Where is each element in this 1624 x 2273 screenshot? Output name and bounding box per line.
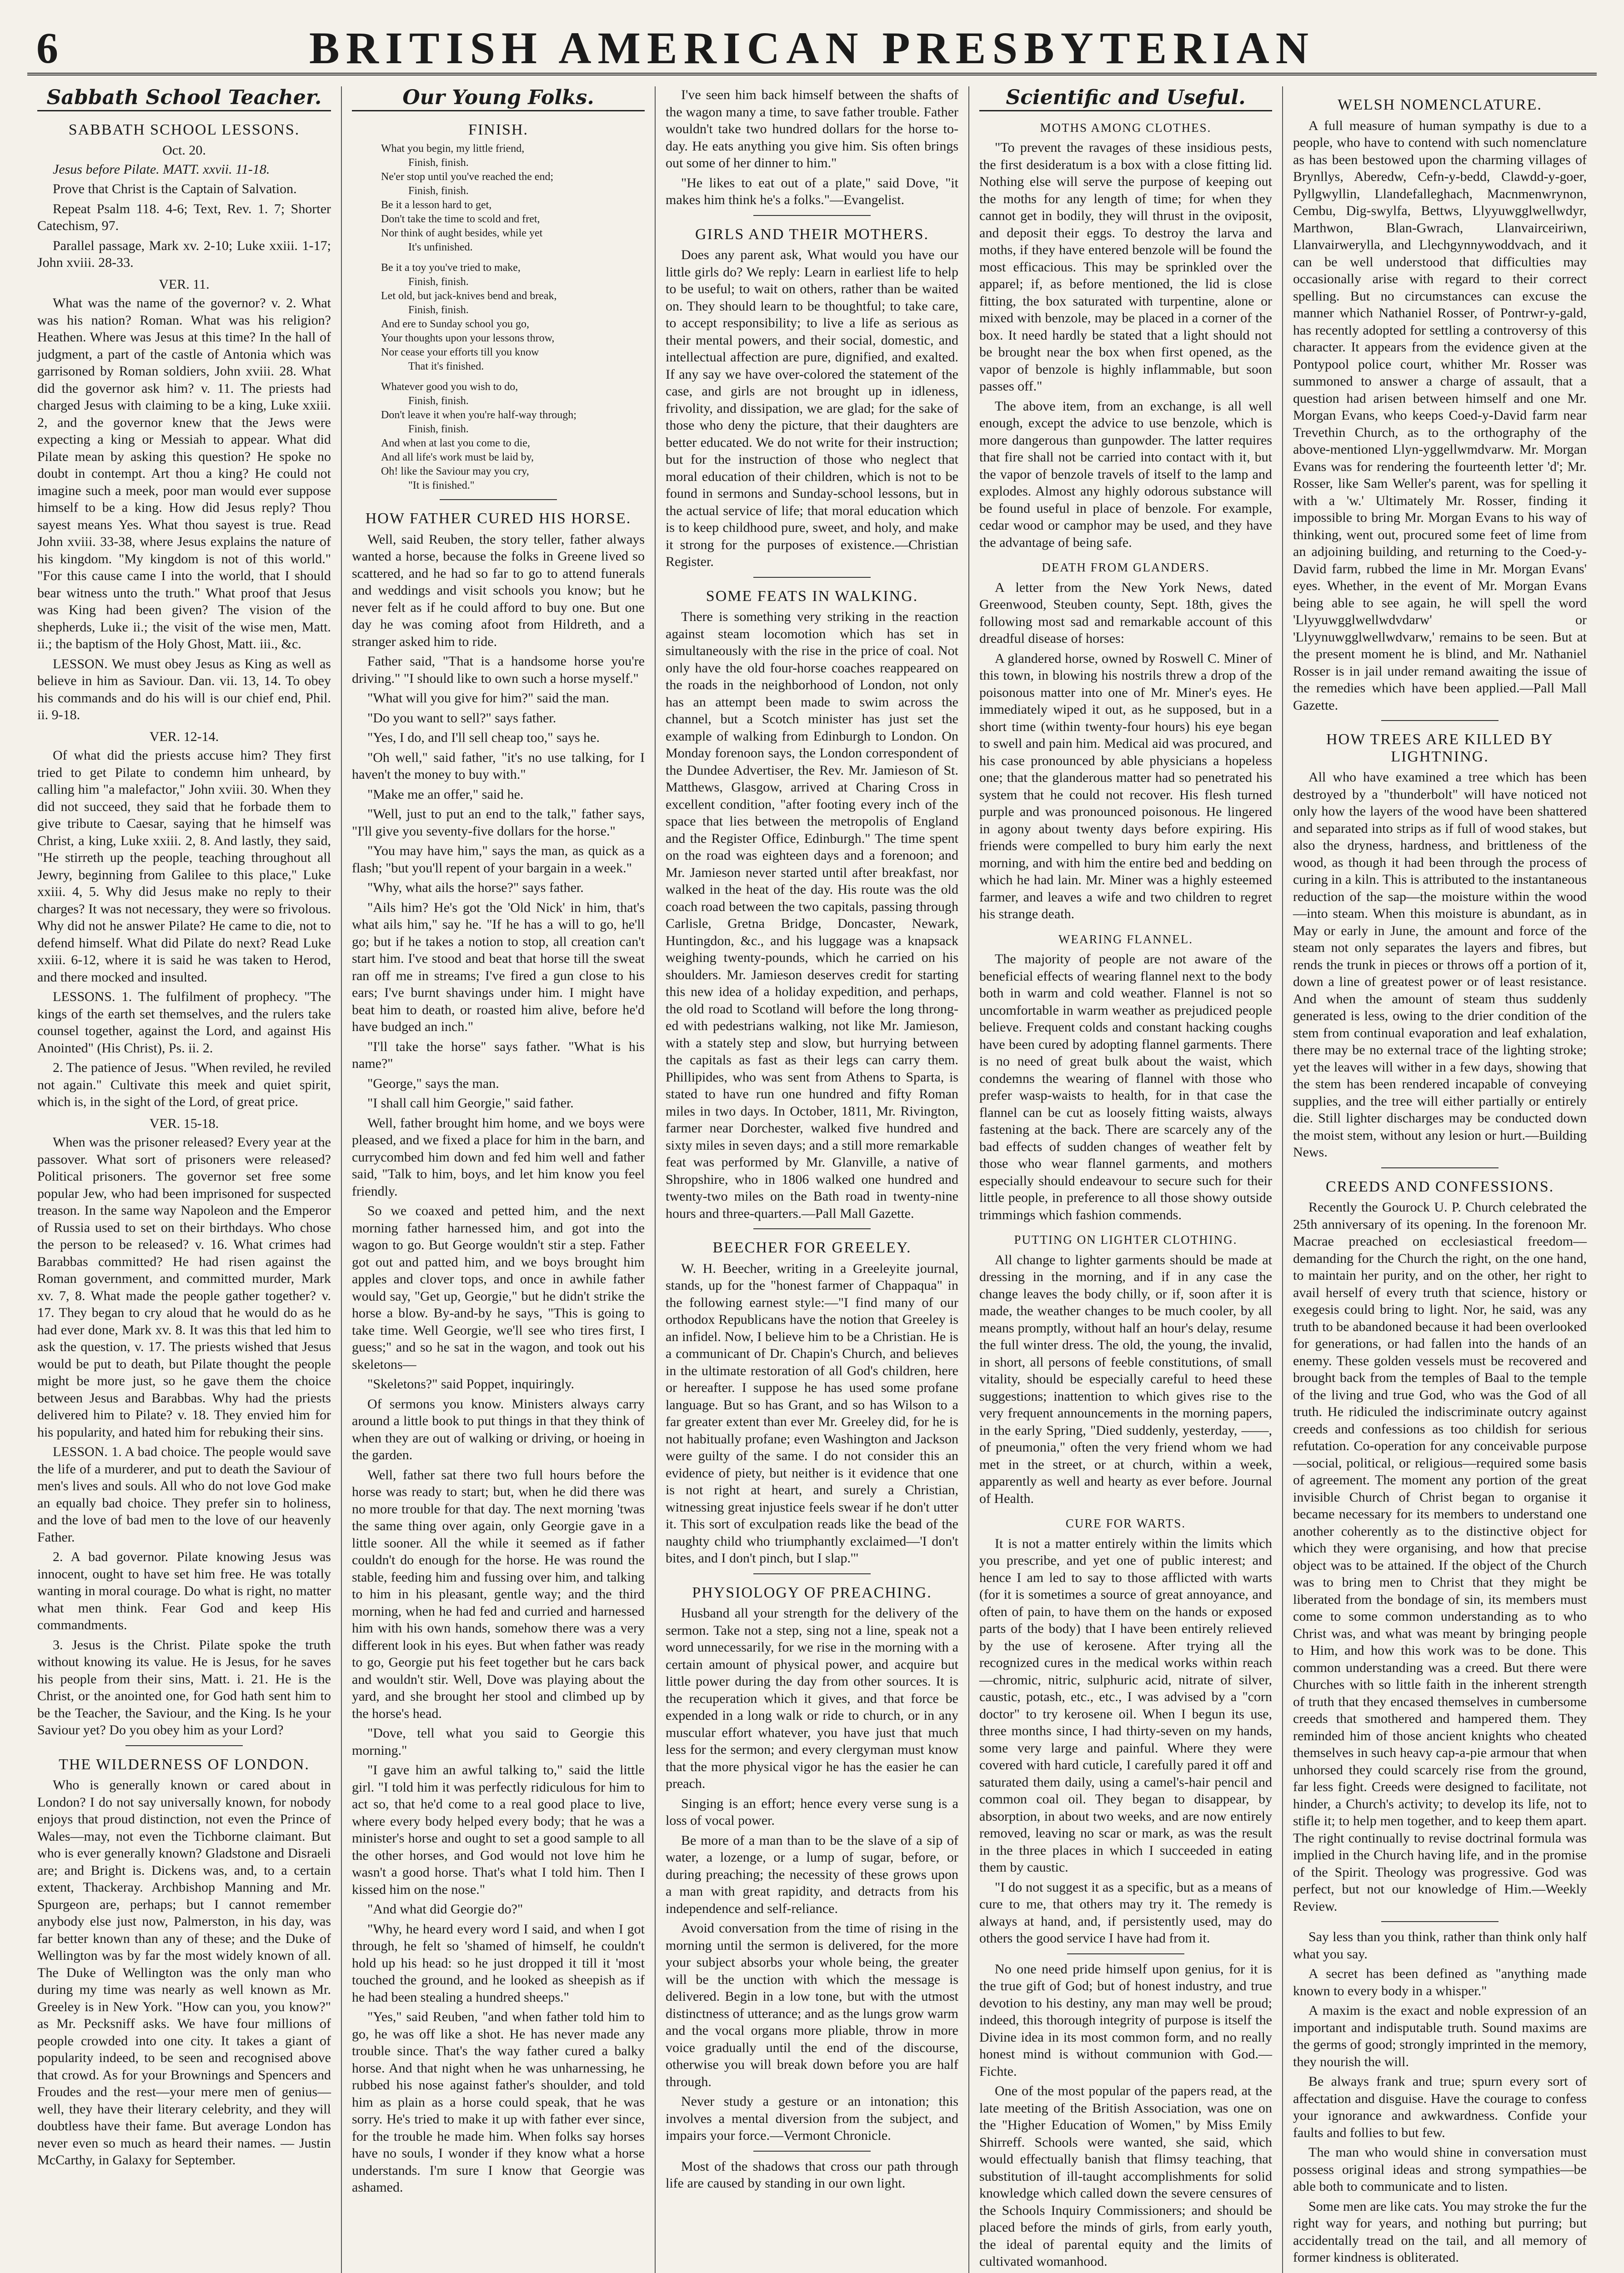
- article-title: DEATH FROM GLANDERS.: [1042, 561, 1210, 574]
- column-1: [27, 86, 342, 2273]
- article-title: PUTTING ON LIGHTER CLOTHING.: [1014, 1233, 1238, 1247]
- paragraph: Well, father sat there two full hours before the horse was ready to start; but, when he did there was no more trouble for that day. The next morning 'twas the same thing over again, only Georgie gave in a little sooner. All the while it seemed as if father couldn't do enough for the horse. He was round the stable, feeding him and fussing over him, and talking to him in his pleasant, gentle way; and the third morning, when he had fed and curried and harnessed him with his own hands, somehow there was a very different look in his eyes. But when father was ready to go, Georgie put his feet together but he cars back and wouldn't stir. Well, Dove was playing about the yard, and she brought her stool and climbed up by the horse's head.: [352, 1467, 645, 1721]
- paragraph: All who have examined a tree which has been destroyed by a "thunderbolt" will have noticed not only how the layers of the wood have been shattered and separated into strips as if full of wood stakes, but also the dryness, hardness, and brittleness of the wood, as though it had been through the process of curing in a kiln. This is attributed to the instantaneous reduction of the sap—the moisture within the wood—into steam. When this moisture is abundant, as in May or early in June, the amount and force of the steam not only separates the layers and fibres, but rends the trunk in pieces or throws off a portion of it, down a line of greatest power or of least resistance. And when the amount of steam thus suddenly generated is less, owing to the drier condition of the stem from continual evaporation and leaf exhalation, there may be no external trace of the lighting stroke; yet the leaves will wither in a few days, showing that the stem has been rendered incapable of conveying supplies, and the tree will either partially or entirely die. Still lighter discharges may be conducted down the moist stem, without any lesion or hurt.—Building News.: [1293, 770, 1587, 1160]
- poem-line: Nor cease your efforts till you know: [381, 346, 539, 358]
- paragraph: "I do not suggest it as a specific, but as a means of cure to me, that others may try it. The remedy is always at hand, and, if persistently used, may do others the good service I have had from it.: [979, 1879, 1272, 1946]
- paragraph: 2. The patience of Jesus. "When reviled, he reviled not again." Cultivate this meek and quiet spirit, which is, in the sight of the Lord, of great price.: [37, 1060, 331, 1109]
- paragraph: Well, said Reuben, the story teller, father always wanted a horse, because the folks in Greene lived so scattered, and he had so far to go to attend funerals and weddings and visit schools you know; but he never felt as if he could afford to buy one. But one day he was coming afoot from Hildreth, and a stranger asked him to ride.: [352, 531, 645, 649]
- article-title: CURE FOR WARTS.: [1065, 1517, 1186, 1530]
- poem-line: Whatever good you wish to do,: [381, 381, 518, 393]
- article-title: GIRLS AND THEIR MOTHERS.: [695, 225, 929, 243]
- paragraph: Singing is an effort; hence every verse sung is a loss of vocal power.: [666, 1796, 958, 1828]
- column-5: [1283, 86, 1597, 2273]
- article-title: HOW FATHER CURED HIS HORSE.: [365, 510, 632, 527]
- paragraph: 2. A bad governor. Pilate knowing Jesus was innocent, ought to have set him free. He was totally wanting in moral courage. Do what is right, no matter what men think. Fear God and keep His commandments.: [37, 1549, 331, 1632]
- paragraph: "Make me an offer," said he.: [367, 786, 524, 802]
- paragraph: Prove that Christ is the Captain of Salvation.: [53, 181, 297, 196]
- paragraph: "You may have him," says the man, as quick as a flash; "but you'll repent of your bargain in a week.": [352, 843, 645, 876]
- paragraph: A secret has been defined as "anything made known to every body in a whisper.": [1293, 1966, 1587, 1998]
- paragraph: Some men are like cats. You may stroke the fur the right way for years, and nothing but purring; but accidentally tread on the tail, and all memory of former kindness is obliterated.: [1293, 2198, 1587, 2265]
- poem-line: Oh! like the Saviour may you cry,: [381, 466, 529, 477]
- paragraph: "Yes, I do, and I'll sell cheap too," says he.: [367, 730, 600, 745]
- poem-title: FINISH.: [468, 121, 529, 138]
- paragraph: "Do you want to sell?" says father.: [367, 710, 556, 726]
- poem-line: Your thoughts upon your lessons throw,: [381, 332, 555, 344]
- poem-line: That it's finished.: [408, 360, 484, 372]
- paragraph: "What will you give for him?" said the man.: [367, 691, 609, 706]
- lesson-date: Oct. 20.: [162, 143, 206, 158]
- paragraph: Who is generally known or cared about in London? I do not say universally known, for nobody enjoys that proud distinction, not even the Prince of Wales—may, not even the Tichborne claimant. But who is ever generally known? Gladstone and Disraeli are; and Bright is. Dickens was, and, to a certain extent, Thackeray. Archbishop Manning and Mr. Spurgeon are, perhaps; but I cannot remember anybody else just now, Palmerston, in his day, was far better known than any of these; and the Duke of Wellington was by far the most widely known of all. The Duke of Wellington was the only man who during my time was nearly as well known as Mr. Greeley is in New York. "How can you, you know?" as Mr. Pecksniff asks. We have four millions of people crowded into one city. It takes a giant of popularity indeed, to be seen and recognised above that crowd. As for your Brownings and Spencers and Froudes and the rest—your mere men of genius—well, they have their literary celebrity, and they will doubtless have their fame. But average London has never even so much as heard their names. — Justin McCarthy, in Galaxy for September.: [37, 1777, 331, 2168]
- paragraph: The man who would shine in conversation must possess original ideas and strong sympathies—be able both to communicate and to listen.: [1293, 2145, 1587, 2194]
- poem-line: Don't take the time to scold and fret,: [381, 213, 540, 225]
- paragraph: "To prevent the ravages of these insidious pests, the first desideratum is a box with a close fitting lid. Nothing else will serve the purpose of keeping out the moths for any length of time; for when they cannot get in bodily, they will thrust in the oviposit, and deposit their eggs. To destroy the larva and moths, if they have entered benzole will be found the most efficacious. This may be sprinkled over the apparel; if, as before mentioned, the lid is close fitting, the box saturated with turpentine, alone or mixed with benzole, may be placed in a corner of the box. It need hardly be stated that a light should not be brought near the box when first opened, as the vapor of benzole is highly inflammable, but soon passes off.": [979, 140, 1272, 394]
- section-header: Sabbath School Teacher.: [37, 89, 331, 111]
- article-title: SOME FEATS IN WALKING.: [706, 587, 918, 605]
- divider: [753, 215, 871, 216]
- section-header: Scientific and Useful.: [979, 89, 1272, 111]
- divider: [753, 1228, 871, 1229]
- column-4: [969, 86, 1283, 2273]
- paragraph: What was the name of the governor? v. 2. What was his nation? Roman. What was his religion? Heathen. Where was Jesus at this time? In the hall of judgment, a part of the castle of Antonia which was garrisoned by Roman soldiers, John xviii. 28. What did the governor ask him? v. 11. The priests had charged Jesus with claiming to be a king, Luke xxiii. 2, and the governor knew that the Jews were expecting a king or Messiah to appear. What did Pilate mean by asking this question? He spoke no doubt in contempt. Art thou a king? He could not imagine such a meek, poor man would ever suppose himself to be a king. How did Jesus reply? Thou sayest means Yes. What thou sayest is true. Read John xviii. 33-38, where Jesus explains the nature of his kingdom. "My kingdom is not of this world." "For this cause came I into the world, that I should bear witness unto the truth." What proof that Jesus was King had been given? The vision of the shepherds, Luke ii.; the visit of the wise men, Matt. ii.; the baptism of the Holy Ghost, Matt. iii., &c.: [37, 295, 331, 651]
- paragraph: Of what did the priests accuse him? They first tried to get Pilate to condemn him unheard, by calling him "a malefactor," John xviii. 30. When they did not succeed, they said that he forbade them to give tribute to Caesar, saying that he himself was Christ, a king, Luke xxiii. 2, 8. And lastly, they said, "He stirreth up the people, teaching throughout all Jewry, beginning from Galilee to this place," Luke xxiii. 4, 5. Why did Jesus make no reply to their charges? It was not necessary, they were so frivolous. Why did not he answer Pilate? He came to die, not to defend himself. What did Pilate do next? Read Luke xxiii. 6-12, where it is said he was taken to Herod, and there mocked and insulted.: [37, 748, 331, 985]
- paragraph: A full measure of human sympathy is due to a people, who have to contend with such nomenclature as has been bestowed upon the charming villages of Brynllys, Aberedw, Cefn-y-bedd, Clawdd-y-goer, Pyllgwyllin, Llandefalleghach, Macnmenwrynon, Cembu, Dig-swylfa, Bettws, Llyyuwgglwellwdyr, Marthwon, Blan-Gwrach, Llanvairceiriwn, Llanvairwerylla, and Llechgynnywoddvach, and it can be well understood that difficulties may occasionally arise with regard to their correct spelling. But no circumstances can excuse the manner which Nathaniel Rosser, of Pontrwr-y-gald, has recently adopted for settling a controversy of this character. It appears from the evidence given at the Pontypool police court, whither Mr. Rosser was summoned to answer a charge of assault, that a question had arisen between himself and one Mr. Morgan Evans, who keeps Coed-y-David farm near Trevethin Church, as to the orthography of the above-mentioned Llyn-yggellwmdvarw. Mr. Morgan Evans was for rendering the fourteenth letter 'd'; Mr. Rosser, like Sam Weller's parent, was for spelling it with a 'w.' Ultimately Mr. Rosser, finding it impossible to bring Mr. Morgan Evans to his way of thinking, went out, procured some feet of lime from an adjoining building, and returning to the Coed-y-David farm, rubbed the lime in Mr. Morgan Evans' eyes. Whether, in the event of Mr. Morgan Evans being able to see again, he will spell the word 'Llyyuwgglwellwdvdarw' or 'Llyynuwgglwellwdvarw,' remains to be seen. But at the present moment he is blind, and Mr. Nathaniel Rosser is in jail under remand awaiting the issue of the remedies which have been applied.—Pall Mall Gazette.: [1293, 118, 1587, 713]
- page-number: 6: [36, 24, 58, 72]
- paragraph: It is not a matter entirely within the limits which you prescribe, and yet one of public interest; and hence I am led to say to those afflicted with warts (for it is sometimes a source of great annoyance, and often of pain, to have them on the hands or exposed parts of the body) that I have been entirely relieved by the use of kerosene. After trying all the recognized cures in the medical works within reach—chromic, nitric, sulphuric acid, nitrate of silver, caustic, potash, etc., etc., I was advised by a "corn doctor" to try kerosene oil. When I begun its use, three months since, I had thirty-seven on my hands, some very large and painful. Where they were covered with hard cuticle, I carefully pared it off and saturated them daily, using a camel's-hair pencil and common coal oil. They began to disappear, by absorption, in about two weeks, and are now entirely removed, leaving no scar or mark, as was the result in the three places in which I succeeded in eating them by caustic.: [979, 1536, 1272, 1875]
- poem-line: Be it a toy you've tried to make,: [381, 262, 521, 274]
- column-3: [656, 86, 969, 2273]
- verse-heading: VER. 15-18.: [149, 1116, 219, 1131]
- poem-line: Finish, finish.: [408, 276, 469, 288]
- poem-line: Don't leave it when you're half-way through;: [381, 409, 576, 421]
- divider: [125, 1745, 243, 1746]
- paragraph: When was the prisoner released? Every year at the passover. What sort of prisoners were released? Political prisoners. The governor set free some popular Jew, who had been imprisoned for suspected treason. In the same way Napoleon and the Emperor of Russia used to set on their birthdays. Who chose the person to be released? v. 16. What crimes had Barabbas committed? He had risen against the Roman government, and committed murder, Mark xv. 7, 8. What made the people gather together? v. 17. They began to cry aloud that he would do as he had ever done, Mark xv. 8. It was this that led him to ask the question, v. 17. The priests wished that Jesus would be put to death, but Pilate thought the people might be more just, so he gave them the choice between Jesus and Barabbas. Why had the priests delivered him to Pilate? v. 18. They envied him for his popularity, and hated him for rebuking their sins.: [37, 1135, 331, 1440]
- paragraph: All change to lighter garments should be made at dressing in the morning, and if in any case the change leaves the body chilly, or if, soon after it is made, the weather changes to be much cooler, by all means promptly, without half an hour's delay, resume the full winter dress. The old, the young, the invalid, in short, all persons of feeble constitutions, of small vitality, should be especially careful to heed these suggestions; inattention to which gives rise to the very frequent announcements in the morning papers, in the early Spring, "Died suddenly, yesterday, ——, of pneumonia," often the very friend whom we had met in the street, or at church, within a week, apparently as well and hearty as ever before. Journal of Health.: [979, 1252, 1272, 1506]
- poem-line: Nor think of aught besides, while yet: [381, 227, 543, 239]
- paragraph: LESSON. We must obey Jesus as King as well as believe in him as Saviour. Dan. vii. 13, 14. To obey his commands and do his will is our chief end, Phil. ii. 9-18.: [37, 656, 331, 722]
- poem-line: Be it a lesson hard to get,: [381, 199, 492, 211]
- poem-line: What you begin, my little friend,: [381, 143, 525, 155]
- section-header: Our Young Folks.: [352, 89, 645, 111]
- paragraph: Repeat Psalm 118. 4-6; Text, Rev. 1. 7; Shorter Catechism, 97.: [37, 201, 331, 233]
- paragraph: Most of the shadows that cross our path through life are caused by standing in our own light.: [666, 2158, 958, 2191]
- paragraph: Father said, "That is a handsome horse you're driving." "I should like to own such a horse myself.": [352, 654, 645, 686]
- poem-line: Finish, finish.: [408, 395, 469, 407]
- paragraph: "I gave him an awful talking to," said the little girl. "I told him it was perfectly ridiculous for him to act so, that he'd come to a real good place to live, where every body helped every body; that he was a minister's horse and ought to set a good sample to all the other horses, and God would not love him he wasn't a good horse. That's what I told him. Then I kissed him on the nose.": [352, 1762, 645, 1897]
- divider: [1067, 1953, 1184, 1954]
- paragraph: LESSON. 1. A bad choice. The people would save the life of a murderer, and put to death the Saviour of men's lives and souls. All who do not love God make an equally bad choice. They prefer sin to holiness, and the love of bad men to the love of our heavenly Father.: [37, 1444, 331, 1545]
- poem-line: Ne'er stop until you've reached the end;: [381, 171, 554, 183]
- article-title: CREEDS AND CONFESSIONS.: [1325, 1178, 1554, 1195]
- paragraph: A maxim is the exact and noble expression of an important and indisputable truth. Sound maxims are the germs of good; strongly imprinted in the memory, they nourish the will.: [1293, 2003, 1587, 2069]
- poem-line: "It is finished.": [408, 480, 475, 491]
- paragraph: LESSONS. 1. The fulfilment of prophecy. "The kings of the earth set themselves, and the rulers take counsel together, against the Lord, and against His Anointed" (His Christ), Ps. ii. 2.: [37, 989, 331, 1056]
- paragraph: 3. Jesus is the Christ. Pilate spoke the truth without knowing its value. He is Jesus, for he saves his people from their sins, Matt. i. 21. He is the Christ, or the anointed one, for God hath sent him to be the Teacher, the Saviour, and the King. Is he your Saviour yet? Do you obey him as your Lord?: [37, 1637, 331, 1737]
- divider: [753, 2151, 871, 2152]
- poem-line: Finish, finish.: [408, 423, 469, 435]
- lesson-reference: Jesus before Pilate. MATT. xxvii. 11-18.: [53, 161, 270, 177]
- paragraph: "He likes to eat out of a plate," said Dove, "it makes him think he's a folks."—Evangelist.: [666, 175, 958, 207]
- paragraph: "And what did Georgie do?": [367, 1902, 523, 1917]
- paragraph: Parallel passage, Mark xv. 2-10; Luke xxiii. 1-17; John xviii. 28-33.: [37, 238, 331, 270]
- article-title: MOTHS AMONG CLOTHES.: [1040, 120, 1212, 135]
- poem-line: And when at last you come to die,: [381, 437, 530, 449]
- paragraph: Be always frank and true; spurn every sort of affectation and disguise. Have the courage to confess your ignorance and awkwardness. Confide your faults and follies to but few.: [1293, 2074, 1587, 2140]
- divider: [1381, 1167, 1499, 1168]
- paragraph: A glandered horse, owned by Roswell C. Miner of this town, in blowing his nostrils threw a drop of the poisonous matter into one of Mr. Miner's eyes. He immediately wiped it out, as he supposed, but in a short time (within twenty-four hours) his eye began to swell and pain him. Medical aid was procured, and his case pronounced by able physicians a hopeless one; that the glanderous matter had so penetrated his system that he could not recover. His flesh turned purple and was pronounced poisonous. He lingered in agony about twenty days before expiring. His friends were compelled to bury him early the next morning, and with him the entire bed and bedding on which he had lain. Mr. Miner was a highly esteemed farmer, and leaves a wife and two children to regret his strange death.: [979, 651, 1272, 921]
- paragraph: W. H. Beecher, writing in a Greeleyite journal, stands, up for the "honest farmer of Chappaqua" in the following earnest style:—"I find many of our orthodox Republicans have the notion that Greeley is an infidel. Now, I believe him to be a Christian. He is a communicant of Dr. Chapin's Church, and believes in the ultimate restoration of all God's children, here or hereafter. I suppose he has used some profane language. But so has Grant, and so has Wilson to a far greater extent than ever Mr. Greeley did, for he is not habitually profane; even Washington and Jackson were guilty of the same. I do not consider this an evidence of piety, but neither is it evidence that one is not right at heart, and surely a Christian, witnessing great injustice feels swear if he don't utter it. This sort of exculpation reads like the bead of the naughty child who triumphantly exclaimed—'I don't bites, and I don't pinch, but I slap.'": [666, 1261, 958, 1566]
- paragraph: Husband all your strength for the delivery of the sermon. Take not a step, sing not a line, speak not a word unnecessarily, for we rise in the morning with a certain amount of physical power, and acquire but little power during the day from other sources. It is the recuperation which it gives, and that force be expended in a long walk or ride to church, or in any muscular effort whatever, you have just that much less for the sermon; and every clergyman must know that the more physical vigor he has the easier he can preach.: [666, 1606, 958, 1791]
- paragraph: Be more of a man than to be the slave of a sip of water, a lozenge, or a lump of sugar, before, or during preaching; the necessity of these grows upon a man with great rapidity, and detracts from his independence and self-reliance.: [666, 1832, 958, 1916]
- column-2: [342, 86, 656, 2273]
- poem-stanza: [366, 261, 645, 374]
- paragraph: There is something very striking in the reaction against steam locomotion which has set in simultaneously with the rise in the price of coal. Not only have the old four-horse coaches reappeared on the roads in the neighborhood of London, not only has an attempt been made to swim across the channel, but a Scotch minister has just set the example of walking from Edinburgh to London. On Monday forenoon says, the London correspondent of the Dundee Advertiser, the Rev. Mr. Jamieson of St. Matthews, Glasgow, arrived at Charing Cross in excellent condition, "after footing every inch of the space that lies between the metropolis of England and the Register Office, Edinburgh." The time spent on the road was eighteen days and a forenoon; and Mr. Jamieson never started until after breakfast, nor walked in the heat of the day. His route was the old coach road between the two capitals, passing through Carlisle, Gretna Bridge, Doncaster, Newark, Huntingdon, &c., and his luggage was a knapsack weighing twenty-pounds, which he carried on his shoulders. Mr. Jamieson deserves credit for starting this new idea of a holiday expedition, and perhaps, the old road to Scotland will before the long throng-ed with pedestrians walking, not like Mr. Jamieson, with a stately step and slow, but hurrying between the capitals as fast as their legs can carry them. Phillipides, who was sent from Athens to Sparta, is stated to have run one hundred and fifty Roman miles in two days. In October, 1811, Mr. Rivington, farmer near Dorchester, walked five hundred and sixty miles in seven days; and a still more remarkable feat was performed by Mr. Glanville, a native of Shropshire, who in 1806 walked one hundred and twenty-two miles on the Bath road in twenty-nine hours and three-quarters.—Pall Mall Gazette.: [666, 609, 959, 1221]
- poem-line: And all life's work must be laid by,: [381, 451, 534, 463]
- paragraph: The majority of people are not aware of the beneficial effects of wearing flannel next to the body both in warm and cold weather. Flannel is not so uncomfortable in warm weather as prejudiced people believe. Frequent colds and constant hacking coughs have been cured by adopting flannel garments. There is no need of great bulk about the waist, which condemns the wearing of flannel with those who prefer wasp-waists to health, for in that case the flannel can be cut as loosely fitting waists, always fastening at the back. There are scarcely any of the bad effects of sudden changes of weather felt by those who wear flannel garments, and mothers especially should endeavour to secure such for their little people, in preference to all those showy outside trimmings which fashion commends.: [979, 951, 1272, 1222]
- paragraph: "I'll take the horse" says father. "What is his name?": [352, 1039, 645, 1071]
- paragraph: Does any parent ask, What would you have our little girls do? We reply: Learn in earliest life to help to be useful; to wait on others, rather than be waited on. They should learn to be thoughtful; to take care, to accept responsibility; to live a life as serious as their mental powers, and their social, domestic, and intellectual affection are pure, dignified, and exalted. If any say we have over-colored the statement of the case, and girls are not brought up in idleness, frivolity, and dissipation, we are glad; for the sake of those who deny the picture, that their daughters are better educated. We do not write for their instruction; but for the instruction of those who neglect that moral education of their children, which is not to be found in sermons and Sunday-school lessons, but in the actual service of life; that moral education which is to keep childhood pure, sweet, and holy, and make it strong for the purposes of existence.—Christian Register.: [666, 247, 958, 569]
- paragraph: A letter from the New York News, dated Greenwood, Steuben county, Sept. 18th, gives the following most sad and remarkable account of this dreadful disease of horses:: [979, 580, 1272, 646]
- masthead: [27, 18, 1597, 75]
- divider: [1381, 720, 1499, 721]
- poem-line: Finish, finish.: [408, 157, 469, 169]
- poem-line: Finish, finish.: [408, 304, 469, 316]
- poem: [352, 142, 645, 493]
- paragraph: Avoid conversation from the time of rising in the morning until the sermon is delivered, for the more your subject absorbs your whole being, the greater will be the unction with which the message is delivered. Begin in a low tone, but with the utmost distinctness of utterance; and as the lungs grow warm and the vocal organs more pliable, throw in more voice gradually until the end of the discourse, otherwise you will break down before you are half through.: [666, 1921, 958, 2089]
- columns: [27, 86, 1597, 2273]
- paragraph: "Yes," said Reuben, "and when father told him to go, he was off like a shot. He has never made any trouble since. That's the way father cured a balky horse. And that night when he was unharnessing, he rubbed his nose against father's shoulder, and told him as plain as a horse could speak, that he was sorry. He's tried to make it up with father ever since, for the trouble he made him. When folks say horses have no souls, I wonder if they know what a horse understands. I'm sure I know that Georgie was ashamed.: [352, 2009, 645, 2195]
- paragraph: "Why, he heard every word I said, and when I got through, he felt so 'shamed of himself, he couldn't hold up his head: so he just dropped it till it 'most touched the ground, and he looked as sheepish as if he had been stealing a hundred sheeps.": [352, 1921, 645, 2005]
- divider: [440, 499, 557, 500]
- paragraph: Never study a gesture or an intonation; this involves a mental diversion from the subject, and impairs your force.—Vermont Chronicle.: [666, 2094, 958, 2143]
- poem-line: It's unfinished.: [408, 241, 473, 253]
- paragraph: "Ails him? He's got the 'Old Nick' in him, that's what ails him," say he. "If he has a will to go, he'll go; but if he takes a notion to stop, all creation can't start him. I've stood and beat that horse till the sweat ran off me in streams; I've fired a gun close to his ears; I've burnt shavings under him. I might have beat him to death, or roasted him alive, before he'd have budged an inch.": [352, 900, 645, 1034]
- paragraph: I've seen him back himself between the shafts of the wagon many a time, to save father trouble. Father wouldn't take two hundred dollars for the horse to-day. He eats anything you give him. Sis often brings out some of her dinner to him.": [666, 87, 958, 170]
- poem-stanza: [366, 142, 645, 255]
- paragraph: The above item, from an exchange, is all well enough, except the advice to use benzole, which is more dangerous than gunpowder. The latter requires that fire shall not be carried into contact with it, but the vapor of benzole travels of itself to the lamp and explodes. Almost any highly odorous substance will be found useful in place of benzole. For example, cedar wood or camphor may be used, and they have the advantage of being safe.: [979, 398, 1272, 550]
- paragraph: "Dove, tell what you said to Georgie this morning.": [352, 1726, 645, 1758]
- paragraph: One of the most popular of the papers read, at the late meeting of the British Association, was one on the "Higher Education of Women," by Miss Emily Shirreff. Schools were wanted, she said, which would effectually banish that flimsy teaching, that substitution of ill-taught accomplishments for solid knowledge which called down the severe censures of the Schools Inquiry Commissioners; and should be placed before the minds of girls, from early youth, the ideal of parental equity and the limits of cultivated womanhood.: [979, 2083, 1272, 2269]
- article-title: BEECHER FOR GREELEY.: [712, 1239, 912, 1256]
- paragraph: "Why, what ails the horse?" says father.: [367, 880, 584, 895]
- paragraph: Recently the Gourock U. P. Church celebrated the 25th anniversary of its opening. In the forenoon Mr. Macrae preached on ecclesiastical freedom—demanding for the Church the right, on the one hand, to maintain her purity, and on the other, her right to avail herself of every truth that science, history or exegesis could bring to light. Nor, he said, was any truth to be abandoned because it had been overlooked for generations, or had fallen into the hands of an enemy. These golden vessels must be recovered and brought back from the temples of Baal to the temple of the living and true God, who was the God of all truth. He ridiculed the indiscriminate outcry against creeds and confessions as too childish for serious refutation. Co-operation for any conceivable purpose—social, political, or religious—required some basis of agreement. The moment any portion of the great invisible Church of Christ began to organise it became necessary for its members to understand one another coherently as to the distinctive object for which they were organising, and how that precise object was to be attained. If the object of the Church was to bring men to Christ that they might be liberated from the bondage of sin, its members must come to some common understanding as to who Christ was, and what was meant by bringing people to Him, and how this work was to be done. This common understanding was a creed. But there were Churches with so little faith in the inherent strength of truth that they encased themselves in cumbersome creeds that smothered and hampered them. They reminded him of those ancient knights who cheated themselves in such heavy cap-a-pie armour that when unhorsed they could scarcely rise from the ground, far less fight. Creeds were designed to facilitate, not hinder, a Church's activity; to develop its life, not to stifle it; to help men together, and to keep them apart. The right continually to revise doctrinal formula was implied in the Church having life, and in the promise of the Spirit. Theology was progressive. God was perfect, but not our knowledge of Him.—Weekly Review.: [1293, 1200, 1587, 1914]
- article-title: THE WILDERNESS OF LONDON.: [59, 1756, 310, 1773]
- paragraph: "Well, just to put an end to the talk," father says, "I'll give you seventy-five dollars for the horse.": [352, 806, 645, 839]
- paragraph: So we coaxed and petted him, and the next morning father harnessed him, and got into the wagon to go. But George wouldn't stir a step. Father got out and patted him, and we boys brought him apples and clover tops, and once in awhile father would say, "Get up, Georgie," but he didn't strike the horse a blow. By-and-by he says, "This is going to take time. Well Georgie, we'll see who tires first, I guess;" and so he sat in the wagon, and took out his skeletons—: [352, 1203, 645, 1372]
- article-title: WELSH NOMENCLATURE.: [1338, 96, 1542, 113]
- paragraph: "I shall call him Georgie," said father.: [367, 1096, 574, 1111]
- poem-line: Finish, finish.: [408, 185, 469, 197]
- divider: [753, 1573, 871, 1574]
- paragraph: "Oh well," said father, "it's no use talking, for I haven't the money to buy with.": [352, 750, 645, 782]
- poem-stanza: [366, 380, 645, 493]
- poem-line: And ere to Sunday school you go,: [381, 318, 529, 330]
- paragraph: Say less than you think, rather than think only half what you say.: [1293, 1929, 1587, 1962]
- article-title: PHYSIOLOGY OF PREACHING.: [692, 1584, 932, 1601]
- newspaper-title: BRITISH AMERICAN PRESBYTERIAN: [309, 23, 1315, 73]
- divider: [753, 577, 871, 578]
- verse-heading: VER. 11.: [159, 276, 210, 292]
- verse-heading: VER. 12-14.: [149, 729, 219, 744]
- paragraph: Of sermons you know. Ministers always carry around a little book to put things in that they think of when they are out of walking or driving, or hoeing in the garden.: [352, 1396, 645, 1462]
- article-title: SABBATH SCHOOL LESSONS.: [68, 121, 300, 138]
- divider: [1381, 1921, 1499, 1922]
- article-title: WEARING FLANNEL.: [1058, 932, 1193, 946]
- article-title: HOW TREES ARE KILLED BY LIGHTNING.: [1326, 731, 1554, 765]
- paragraph: "George," says the man.: [367, 1076, 499, 1091]
- paragraph: Well, father brought him home, and we boys were pleased, and we fixed a place for him in the barn, and currycombed him down and fed him well and father said, "Talk to him, boys, and let him know you feel friendly.: [352, 1115, 645, 1199]
- paragraph: No one need pride himself upon genius, for it is the true gift of God; but of honest industry, and true devotion to his destiny, any man may well be proud; indeed, this thorough integrity of purpose is itself the Divine idea in its most common form, and no really honest mind is without communion with God.—Fichte.: [979, 1961, 1272, 2079]
- paragraph: "Skeletons?" said Poppet, inquiringly.: [367, 1377, 575, 1392]
- poem-line: Let old, but jack-knives bend and break,: [381, 290, 557, 302]
